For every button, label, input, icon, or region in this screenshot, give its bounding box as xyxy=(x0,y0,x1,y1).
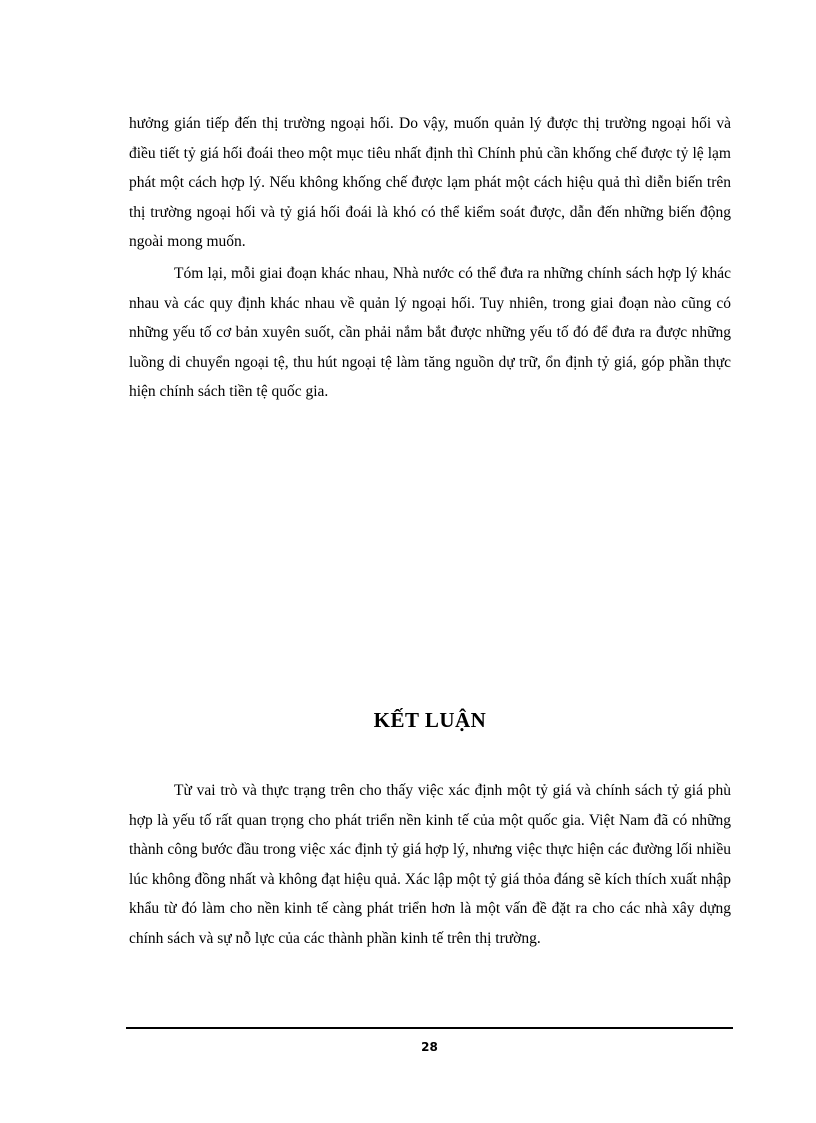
conclusion-heading: KẾT LUẬN xyxy=(373,708,487,732)
body-paragraph-continued: hưởng gián tiếp đến thị trường ngoại hối. Do vậy, muốn quản lý được thị trường ngoại hối và điều tiết tỷ giá hối đoái theo một mục tiêu nhất định thì Chính phủ cần khống chế được tỷ lệ lạm phát một cách hợp lý. Nếu không khống chế được lạm phát một cách hiệu quả thì diễn biến trên thị trường ngoại hối và tỷ giá hối đoái là khó có thể kiểm soát được, dẫn đến những biến động ngoài mong muốn. xyxy=(129,115,731,251)
body-paragraph-summary: Tóm lại, mỗi giai đoạn khác nhau, Nhà nước có thể đưa ra những chính sách hợp lý khác nhau và các quy định khác nhau về quản lý ngoại hối. Tuy nhiên, trong giai đoạn nào cũng có những yếu tố cơ bản xuyên suốt, cần phải nắm bắt được những yếu tố đó để đưa ra được những luồng di chuyển ngoại tệ, thu hút ngoại tệ làm tăng nguồn dự trữ, ổn định tỷ giá, góp phần thực hiện chính sách tiền tệ quốc gia. xyxy=(129,265,731,401)
footer-divider xyxy=(126,1027,733,1029)
page-number: 28 xyxy=(421,1040,438,1054)
conclusion-paragraph: Từ vai trò và thực trạng trên cho thấy việc xác định một tỷ giá và chính sách tỷ giá phù hợp là yếu tố rất quan trọng cho phát triển nền kinh tế của một quốc gia. Việt Nam đã có những thành công bước đầu trong việc xác định tỷ giá hợp lý, nhưng việc thực hiện các đường lối nhiều lúc không đồng nhất và không đạt hiệu quả. Xác lập một tỷ giá thỏa đáng sẽ kích thích xuất nhập khẩu từ đó làm cho nền kinh tế càng phát triển hơn là một vấn đề đặt ra cho các nhà xây dựng chính sách và sự nỗ lực của các thành phần kinh tế trên thị trường. xyxy=(129,782,731,947)
